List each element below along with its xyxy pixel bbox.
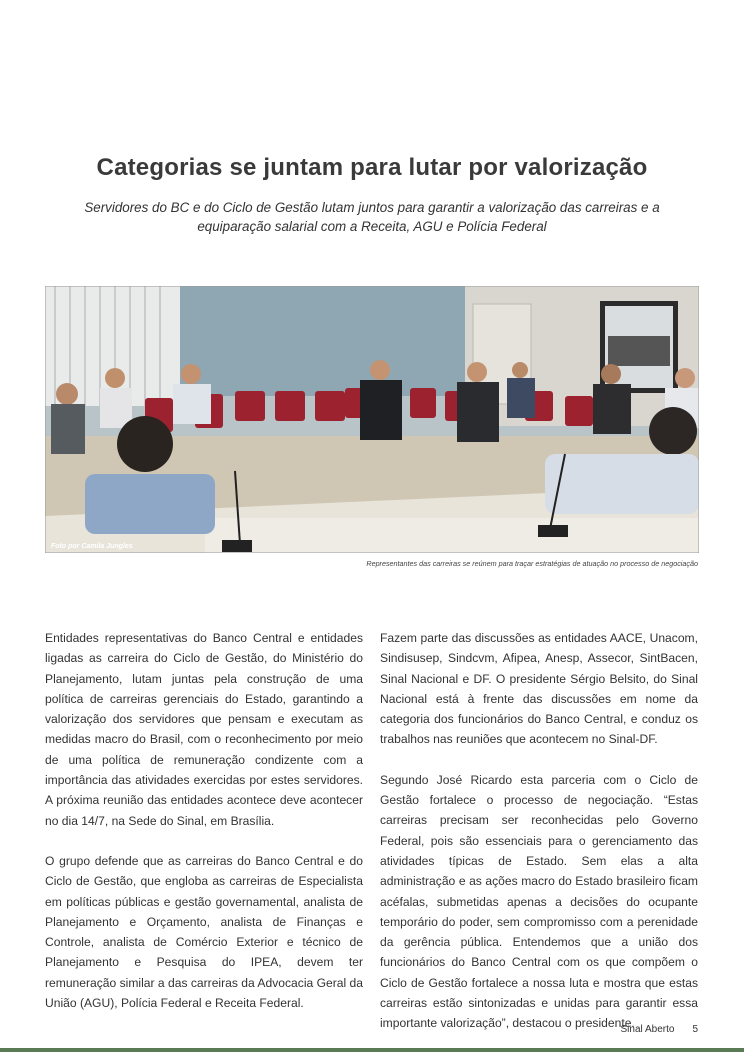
page-number: 5 bbox=[692, 1024, 698, 1035]
footer-rule bbox=[0, 1048, 744, 1052]
page-footer bbox=[621, 1024, 699, 1035]
photo-credit: Foto por Camila Jungles bbox=[51, 543, 133, 550]
paragraph: Entidades representativas do Banco Central e entidades ligadas as carreira do Ciclo de Gestão, do Ministério do Planejamento, lutam juntas pela construção de uma política de carreiras gerenciais do Estado, garantindo a valorização dos servidores que pensam e executam as medidas macro do Brasil, com o reconhecimento por meio de uma política de remuneração condizente com a importância das atividades exercidas por estes servidores. A próxima reunião das entidades acontece deve acontecer no dia 14/7, na Sede do Sinal, em Brasília. bbox=[45, 631, 363, 828]
paragraph: Segundo José Ricardo esta parceria com o Ciclo de Gestão fortalece o processo de negociação. “Estas carreiras precisam ser reconhecidas pelo Governo Federal, pois são essenciais para o gerenciamento das atividades típicas de Estado. Sem elas a alta administração e as ações macro do Estado brasileiro ficam acéfalas, submetidas apenas a decisões do ocupante temporário do poder, sem compromisso com a perenidade da gerência pública. Entendemos que a união dos funcionários do Banco Central com os que compõem o Ciclo de Gestão fortalece a nossa luta e mostra que estas carreiras estão sintonizadas e unidas para garantir essa importante valorização”, destacou o presidente. bbox=[380, 772, 698, 1031]
paragraph: O grupo defende que as carreiras do Banco Central e do Ciclo de Gestão, que engloba as carreiras de Especialista em políticas públicas e gestão governamental, analista de Planejamento e Orçamento, analista de Finanças e Controle, analista de Comércio Exterior e técnico de Planejamento e Pesquisa do IPEA, devem ter remuneração similar a das carreiras da Advocacia Geral da União (AGU), Polícia Federal e Receita Federal. bbox=[45, 853, 363, 1011]
article-subtitle: Servidores do BC e do Ciclo de Gestão lutam juntos para garantir a valorização das carreiras e a equiparação salarial com a Receita, AGU e Polícia Federal bbox=[84, 200, 660, 234]
paragraph: Fazem parte das discussões as entidades AACE, Unacom, Sindisusep, Sindcvm, Afipea, Anesp, Assecor, SintBacen, Sinal Nacional e DF. O presidente Sérgio Belsito, do Sinal Nacional está à frente das discussões em nome da categoria dos funcionários do Banco Central, e conduz os trabalhos nas reuniões que acontecem no Sinal-DF. bbox=[380, 631, 698, 747]
meeting-photo bbox=[45, 286, 699, 553]
photo-caption: Representantes das carreiras se reúnem para traçar estratégias de atuação no processo de negociação bbox=[366, 559, 698, 568]
publication-name: Sinal Aberto bbox=[620, 1024, 675, 1035]
body-column-right bbox=[380, 628, 698, 1054]
article-title: Categorias se juntam para lutar por valorização bbox=[96, 154, 648, 181]
body-column-left bbox=[45, 628, 363, 1033]
